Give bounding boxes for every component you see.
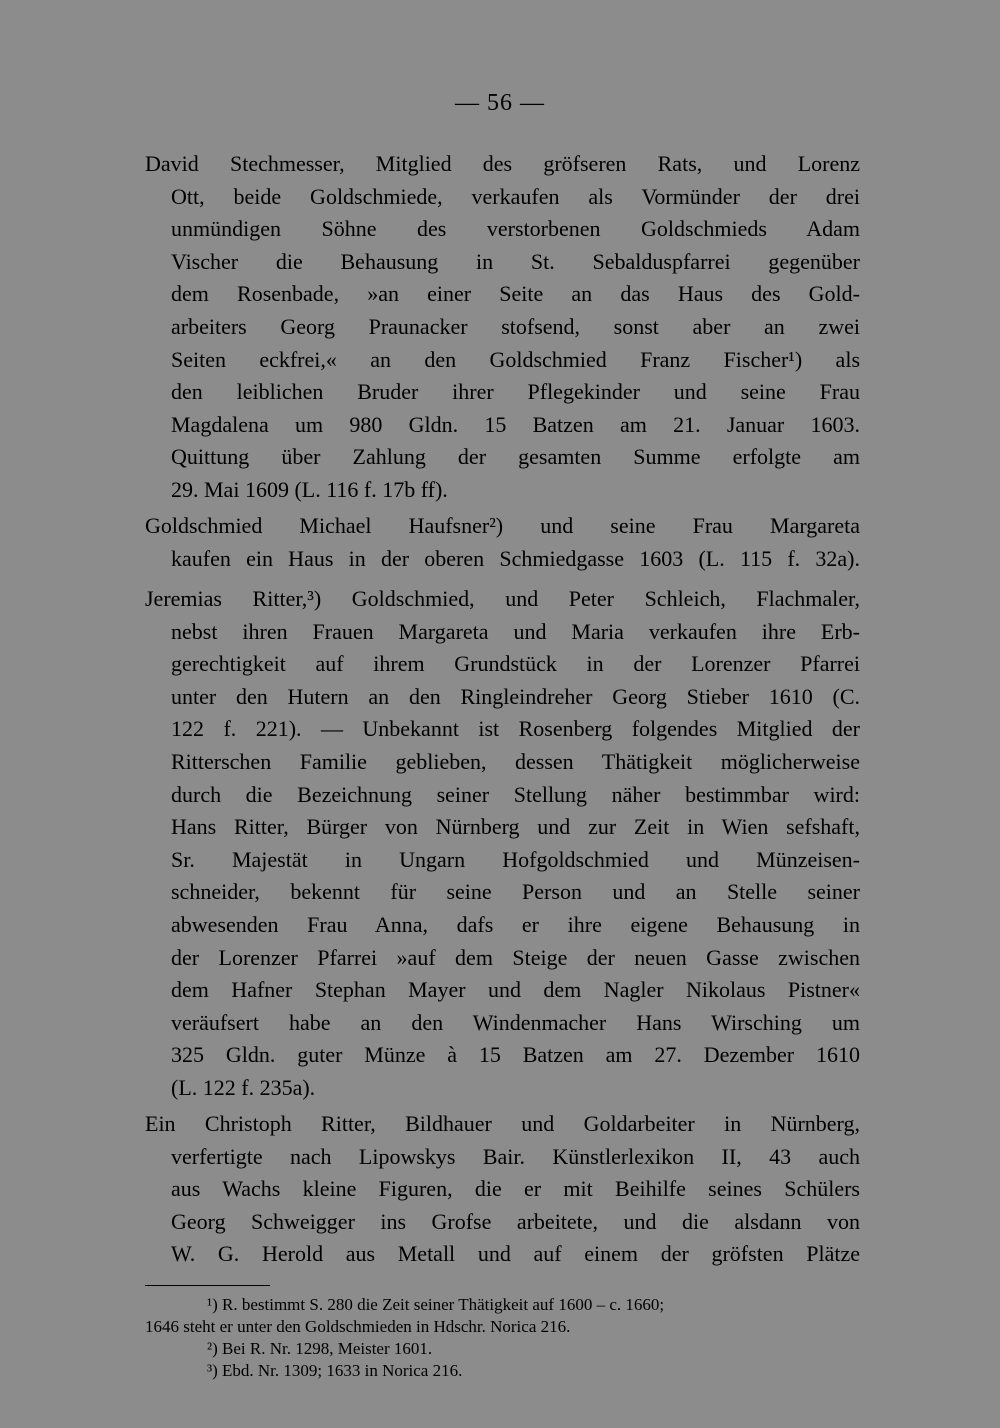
text-line: arbeiters Georg Praunacker stofsend, sonst aber an zwei	[171, 313, 860, 339]
text-line: 325 Gldn. guter Münze à 15 Batzen am 27. Dezember 1610	[171, 1042, 860, 1068]
text-line: Goldschmied Michael Haufsner²) und seine Frau Margareta	[145, 513, 860, 538]
text-line: Quittung über Zahlung der gesamten Summe erfolgte am	[171, 444, 860, 470]
footnote-1: ¹) R. bestimmt S. 280 die Zeit seiner Thätigkeit auf 1600 – c. 1660;	[207, 1295, 665, 1314]
text-line: nebst ihren Frauen Margareta und Maria verkaufen ihre Erb-	[171, 618, 860, 644]
text-line: schneider, bekennt für seine Person und an Stelle seiner	[171, 879, 860, 905]
text-line: 29. Mai 1609 (L. 116 f. 17b ff).	[171, 476, 448, 502]
text-line: kaufen ein Haus in der oberen Schmiedgasse 1603 (L. 115 f. 32a).	[171, 545, 860, 571]
text-line: der Lorenzer Pfarrei »auf dem Steige der neuen Gasse zwischen	[171, 944, 860, 970]
text-line: W. G. Herold aus Metall und auf einem der gröfsten Plätze	[171, 1241, 860, 1267]
entry-haufsner	[145, 510, 860, 575]
footnote-separator	[145, 1285, 270, 1286]
footnote-2: ²) Bei R. Nr. 1298, Meister 1601.	[207, 1339, 433, 1358]
entry-stechmesser	[145, 148, 860, 507]
text-line: veräufsert habe an den Windenmacher Hans Wirsching um	[171, 1009, 860, 1035]
entry-ritter-jeremias	[145, 583, 860, 1105]
text-line: David Stechmesser, Mitglied des gröfseren Rats, und Lorenz	[145, 151, 860, 176]
footnote-1-continuation: 1646 steht er unter den Goldschmieden in Hdschr. Norica 216.	[145, 1317, 571, 1336]
text-line: dem Rosenbade, »an einer Seite an das Haus des Gold-	[171, 281, 860, 307]
text-line: durch die Bezeichnung seiner Stellung näher bestimmbar wird:	[171, 781, 860, 807]
text-line: Georg Schweigger ins Grofse arbeitete, und die alsdann von	[171, 1208, 860, 1234]
text-line: Jeremias Ritter,³) Goldschmied, und Peter Schleich, Flachmaler,	[145, 586, 860, 611]
text-line: Ott, beide Goldschmiede, verkaufen als Vormünder der drei	[171, 183, 860, 209]
text-line: unmündigen Söhne des verstorbenen Goldschmieds Adam	[171, 216, 860, 242]
footnotes	[145, 1294, 860, 1382]
page-number: — 56 —	[455, 90, 545, 116]
text-line: Magdalena um 980 Gldn. 15 Batzen am 21. Januar 1603.	[171, 411, 860, 437]
text-line: aus Wachs kleine Figuren, die er mit Beihilfe seines Schülers	[171, 1176, 860, 1202]
text-line: dem Hafner Stephan Mayer und dem Nagler Nikolaus Pistner«	[171, 977, 860, 1003]
text-line: 122 f. 221). — Unbekannt ist Rosenberg folgendes Mitglied der	[171, 716, 860, 742]
text-line: Hans Ritter, Bürger von Nürnberg und zur Zeit in Wien sefshaft,	[171, 814, 860, 840]
text-line: Ritterschen Familie geblieben, dessen Thätigkeit möglicherweise	[171, 748, 860, 774]
text-line: Vischer die Behausung in St. Sebalduspfarrei gegenüber	[171, 248, 860, 274]
text-line: (L. 122 f. 235a).	[171, 1074, 316, 1100]
footnote-3: ³) Ebd. Nr. 1309; 1633 in Norica 216.	[207, 1361, 463, 1380]
text-line: Ein Christoph Ritter, Bildhauer und Goldarbeiter in Nürnberg,	[145, 1111, 860, 1136]
text-line: Seiten eckfrei,« an den Goldschmied Franz Fischer¹) als	[171, 346, 860, 372]
text-line: Sr. Majestät in Ungarn Hofgoldschmied und Münzeisen-	[171, 846, 860, 872]
text-line: gerechtigkeit auf ihrem Grundstück in der Lorenzer Pfarrei	[171, 651, 860, 677]
entry-ritter-christoph	[145, 1108, 860, 1271]
text-line: den leiblichen Bruder ihrer Pflegekinder und seine Frau	[171, 379, 860, 405]
text-line: verfertigte nach Lipowskys Bair. Künstlerlexikon II, 43 auch	[171, 1143, 860, 1169]
text-line: abwesenden Frau Anna, dafs er ihre eigene Behausung in	[171, 911, 860, 937]
text-line: unter den Hutern an den Ringleindreher Georg Stieber 1610 (C.	[171, 683, 860, 709]
